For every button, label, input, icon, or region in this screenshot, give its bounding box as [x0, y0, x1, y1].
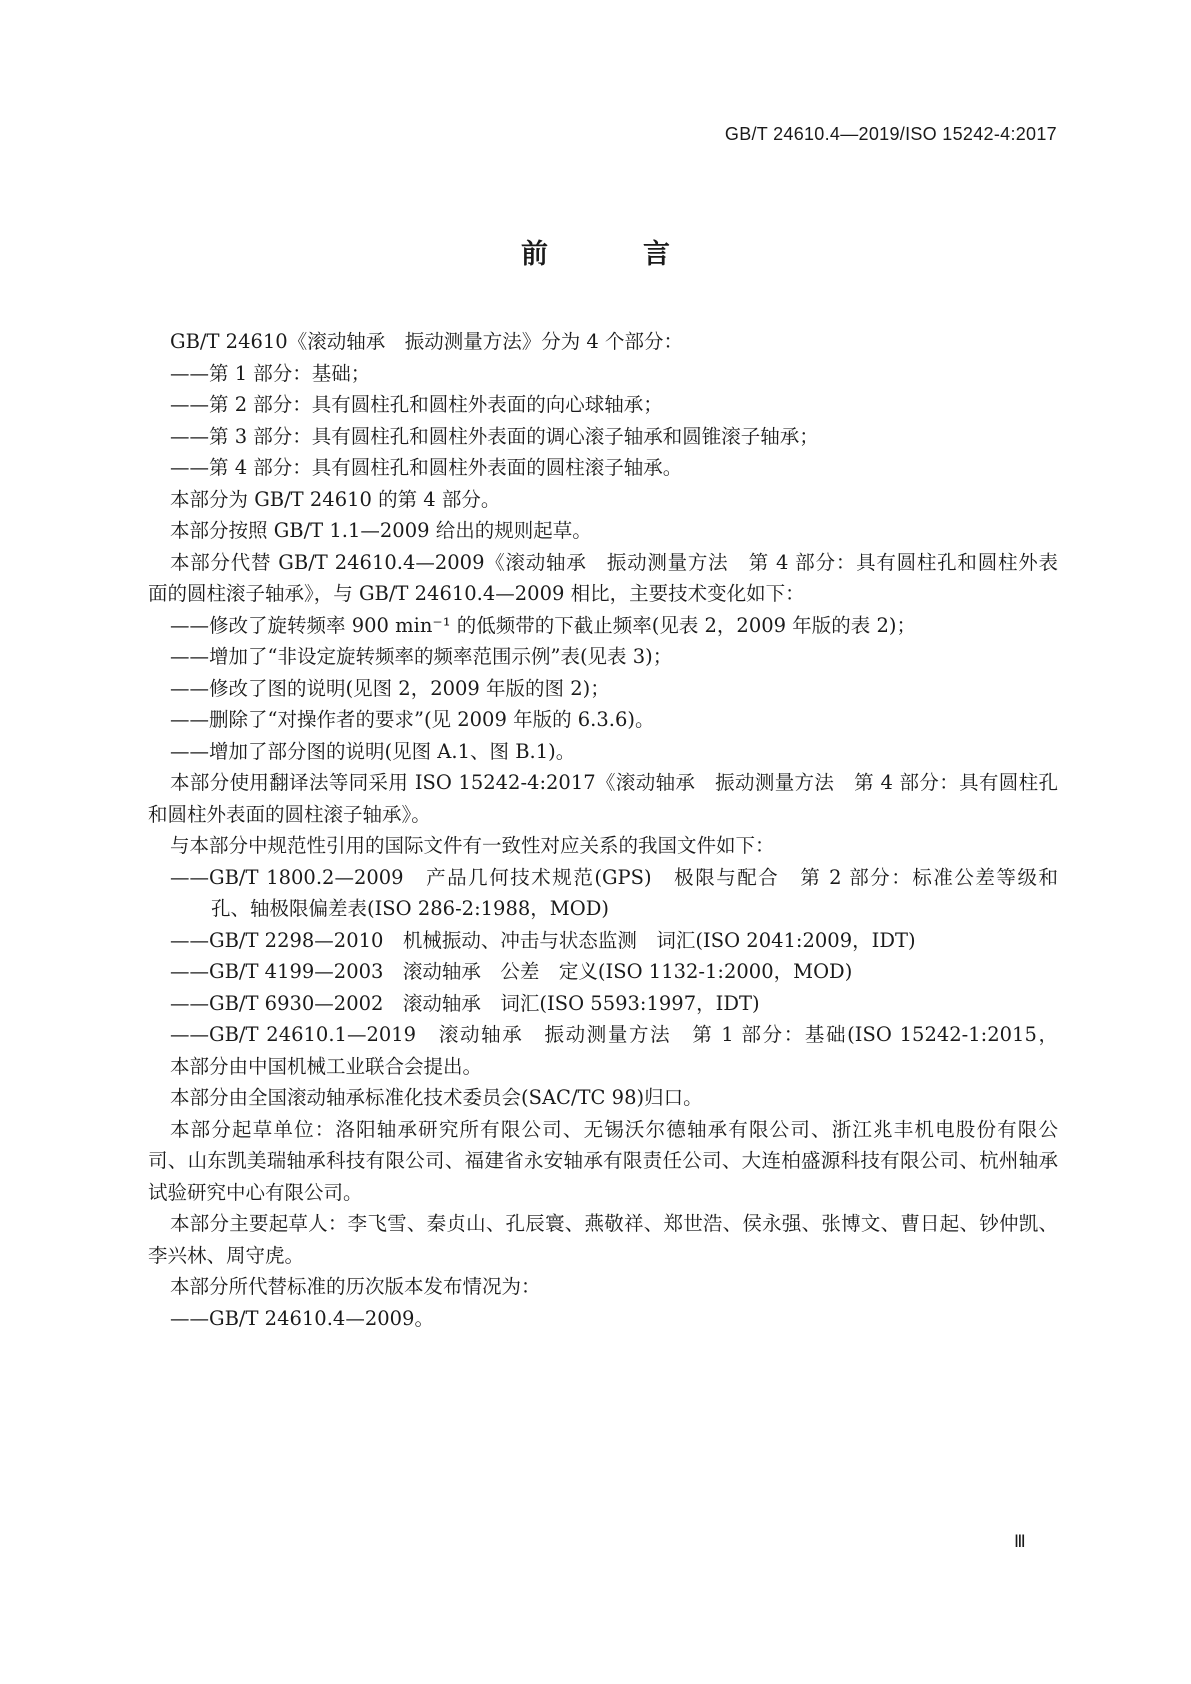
paragraph-line: 本部分代替 GB/T 24610.4—2009《滚动轴承 振动测量方法 第 4 部分：具有圆柱孔和圆柱外表 — [170, 550, 1058, 574]
paragraph-line: 李兴林、周守虎。 — [148, 1243, 305, 1267]
paragraph-line: 本部分起草单位：洛阳轴承研究所有限公司、无锡沃尔德轴承有限公司、浙江兆丰机电股份有限公 — [170, 1117, 1058, 1141]
paragraph-line: 本部分所代替标准的历次版本发布情况为： — [170, 1275, 541, 1298]
list-item: ——GB/T 6930—2002 滚动轴承 词汇(ISO 5593:1997，IDT) — [170, 991, 760, 1015]
list-item: ——增加了“非设定旋转频率的频率范围示例”表(见表 3)； — [170, 645, 673, 668]
paragraph-line: 本部分按照 GB/T 1.1—2009 给出的规则起草。 — [170, 519, 592, 542]
paragraph-line: 和圆柱外表面的圆柱滚子轴承》。 — [148, 802, 431, 826]
list-item: ——增加了部分图的说明(见图 A.1、图 B.1)。 — [170, 739, 576, 763]
paragraph-line: 本部分由中国机械工业联合会提出。 — [170, 1054, 483, 1078]
list-item: ——第 2 部分：具有圆柱孔和圆柱外表面的向心球轴承； — [170, 393, 663, 416]
list-item: ——修改了旋转频率 900 min⁻¹ 的低频带的下截止频率(见表 2，2009 年版的表 2)； — [170, 613, 916, 637]
list-item: ——第 4 部分：具有圆柱孔和圆柱外表面的圆柱滚子轴承。 — [170, 456, 683, 479]
foreword-body — [148, 326, 1058, 1334]
paragraph-line: GB/T 24610《滚动轴承 振动测量方法》分为 4 个部分： — [170, 330, 684, 353]
paragraph-line: 本部分主要起草人：李飞雪、秦贞山、孔辰寰、燕敬祥、郑世浩、侯永强、张博文、曹日起、钞仲凯、 — [170, 1212, 1058, 1235]
list-item: ——第 1 部分：基础； — [170, 361, 371, 385]
list-item: ——GB/T 24610.1—2019 滚动轴承 振动测量方法 第 1 部分：基础(ISO 15242-1:2015， — [170, 1023, 1058, 1046]
page-title: 前 言 — [521, 239, 704, 270]
list-item: ——修改了图的说明(见图 2，2009 年版的图 2)； — [170, 676, 610, 700]
paragraph-line: 本部分为 GB/T 24610 的第 4 部分。 — [170, 487, 501, 511]
list-item: ——第 3 部分：具有圆柱孔和圆柱外表面的调心滚子轴承和圆锥滚子轴承； — [170, 424, 819, 448]
standard-number-header: GB/T 24610.4—2019/ISO 15242-4:2017 — [724, 124, 1057, 144]
paragraph-line: 本部分使用翻译法等同采用 ISO 15242-4:2017《滚动轴承 振动测量方法 第 4 部分：具有圆柱孔 — [170, 771, 1058, 794]
paragraph-line: 本部分由全国滚动轴承标准化技术委员会(SAC/TC 98)归口。 — [170, 1086, 703, 1109]
list-item: ——GB/T 1800.2—2009 产品几何技术规范(GPS) 极限与配合 第 2 部分：标准公差等级和 — [170, 865, 1058, 889]
list-item: ——GB/T 2298—2010 机械振动、冲击与状态监测 词汇(ISO 2041:2009，IDT) — [170, 928, 916, 952]
list-item: ——GB/T 24610.4—2009。 — [170, 1306, 434, 1330]
paragraph-line: 试验研究中心有限公司。 — [148, 1180, 363, 1204]
list-item: ——删除了“对操作者的要求”(见 2009 年版的 6.3.6)。 — [170, 708, 655, 731]
paragraph-line: 与本部分中规范性引用的国际文件有一致性对应关系的我国文件如下： — [170, 834, 775, 857]
page-number: Ⅲ — [1014, 1532, 1026, 1551]
list-item: ——GB/T 4199—2003 滚动轴承 公差 定义(ISO 1132-1:2000，MOD) — [170, 960, 853, 983]
paragraph-line: 司、山东凯美瑞轴承科技有限公司、福建省永安轴承有限责任公司、大连柏盛源科技有限公司、杭州轴承 — [148, 1149, 1058, 1172]
list-item-continuation: 孔、轴极限偏差表(ISO 286-2:1988，MOD) — [211, 897, 609, 920]
paragraph-line: 面的圆柱滚子轴承》，与 GB/T 24610.4—2009 相比，主要技术变化如下： — [148, 582, 805, 605]
